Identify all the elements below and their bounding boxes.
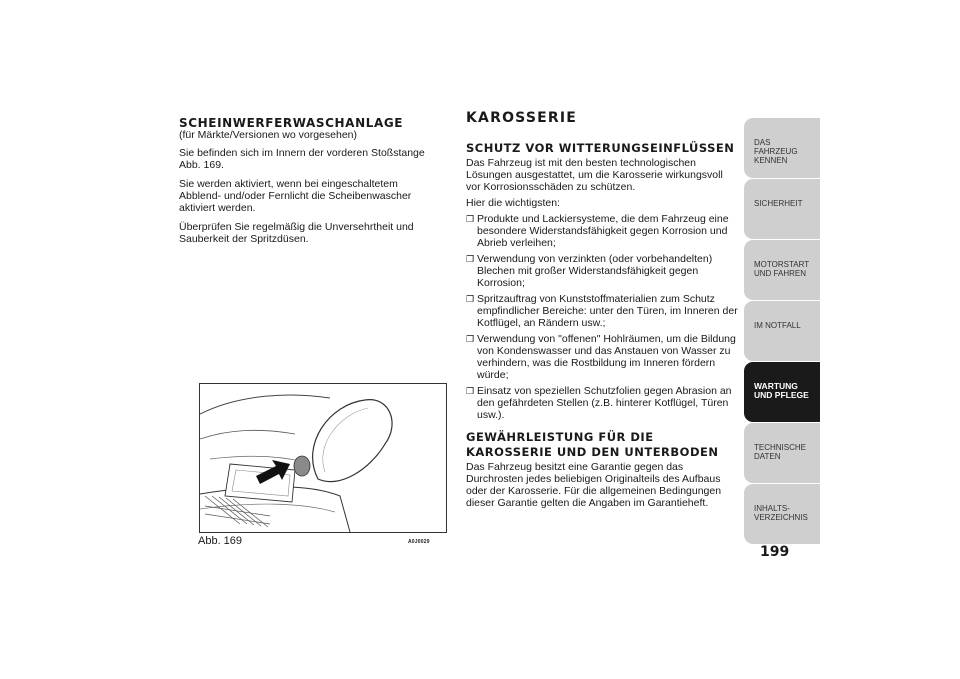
tab-sicherheit[interactable] [744,179,820,239]
headlight-washer-para-3: Überprüfen Sie regelmäßig die Unversehrtheit und Sauberkeit der Spritzdüsen. [179,221,414,245]
section-warranty-title-line-1: GEWÄHRLEISTUNG FÜR DIE [466,430,654,444]
tab-technische-daten[interactable] [744,423,820,483]
section-weather-protection-title: SCHUTZ VOR WITTERUNGSEINFLÜSSEN [466,141,735,155]
tab-label: IM NOTFALL [754,321,801,330]
headlight-washer-para-1: Sie befinden sich im Innern der vorderen Stoßstange Abb. 169. [179,147,425,171]
tab-label: TECHNISCHE DATEN [754,443,807,461]
section-warranty-title-line-2: KAROSSERIE UND DEN UNTERBODEN [466,445,719,459]
list-item [466,385,738,421]
grille-icon [205,496,270,527]
list-item [466,333,738,381]
section-weather-protection-lead: Hier die wichtigsten: [466,197,560,209]
right-column [466,112,738,513]
checkbox-bullet-icon: ❒ [466,214,475,224]
tab-label: INHALTS-VERZEICHNIS [754,504,808,522]
checkbox-bullet-icon: ❒ [466,294,475,304]
headlight-washer-subtitle: (für Märkte/Versionen wo vorgesehen) [179,129,358,141]
tab-inhaltsverzeichnis[interactable] [744,484,820,544]
tab-label: WARTUNG UND PFLEGE [754,381,809,400]
checkbox-bullet-icon: ❒ [466,254,475,264]
list-item [466,253,738,289]
tab-label: MOTORSTART UND FAHREN [754,260,809,278]
list-item-text: Spritzauftrag von Kunststoffmaterialien zum Schutz empfindlicher Bereiche: unter den Türen, im Inneren der Kotflügel, an Rändern usw.; [477,293,738,329]
list-item-text: Einsatz von speziellen Schutzfolien gegen Abrasion an den gefährdeten Stellen (z.B. hinterer Kotflügel, Türen usw.). [477,385,732,421]
washer-nozzle [294,456,310,476]
section-warranty-text: Das Fahrzeug besitzt eine Garantie gegen das Durchrosten jedes beliebigen Originalteils des Aufbaus oder der Karosserie. Für die allgemeinen Bedingungen dieser Garantie gelten die Angaben im Garantieheft. [466,461,722,509]
list-item-text: Produkte und Lackiersysteme, die dem Fahrzeug eine besondere Widerstandsfähigkeit gegen Korrosion und Abrieb verleihen; [477,213,729,249]
list-item-text: Verwendung von "offenen" Hohlräumen, um die Bildung von Kondenswasser und das Anstauen von Wasser zu verhindern, was die Rostbildung im Inneren fördern würde; [477,333,736,381]
headlight-washer-heading: SCHEINWERFERWASCHANLAGE [179,116,404,130]
page-number: 199 [760,544,790,560]
checkbox-bullet-icon: ❒ [466,334,475,344]
figure-caption: Abb. 169 [198,535,243,547]
left-column [179,129,441,252]
figure-169-illustration [199,383,447,533]
list-item [466,213,738,249]
tab-label: SICHERHEIT [754,199,803,208]
page-title: KAROSSERIE [466,110,578,126]
tab-das-fahrzeug-kennen[interactable] [744,118,820,178]
list-item-text: Verwendung von verzinkten (oder vorbehandelten) Blechen mit großer Widerstandsfähigkeit gegen Korrosion; [477,253,713,289]
list-item [466,293,738,329]
tab-wartung-und-pflege[interactable] [744,362,820,422]
section-weather-protection-intro: Das Fahrzeug ist mit den besten technologischen Lösungen ausgestattet, um die Karosserie wirkungsvoll vor Korrosionsschäden zu schützen. [466,157,723,193]
checkbox-bullet-icon: ❒ [466,386,475,396]
figure-code: A0J0029 [408,539,430,545]
tab-im-notfall[interactable] [744,301,820,361]
tab-motorstart-und-fahren[interactable] [744,240,820,300]
headlight-washer-para-2: Sie werden aktiviert, wenn bei eingeschaltetem Abblend- und/oder Fernlicht die Scheibenwascher aktiviert werden. [179,178,412,214]
tab-label: DAS FAHRZEUG KENNEN [754,138,798,165]
bumper-drawing [200,384,446,532]
headlight-lens [313,400,392,482]
